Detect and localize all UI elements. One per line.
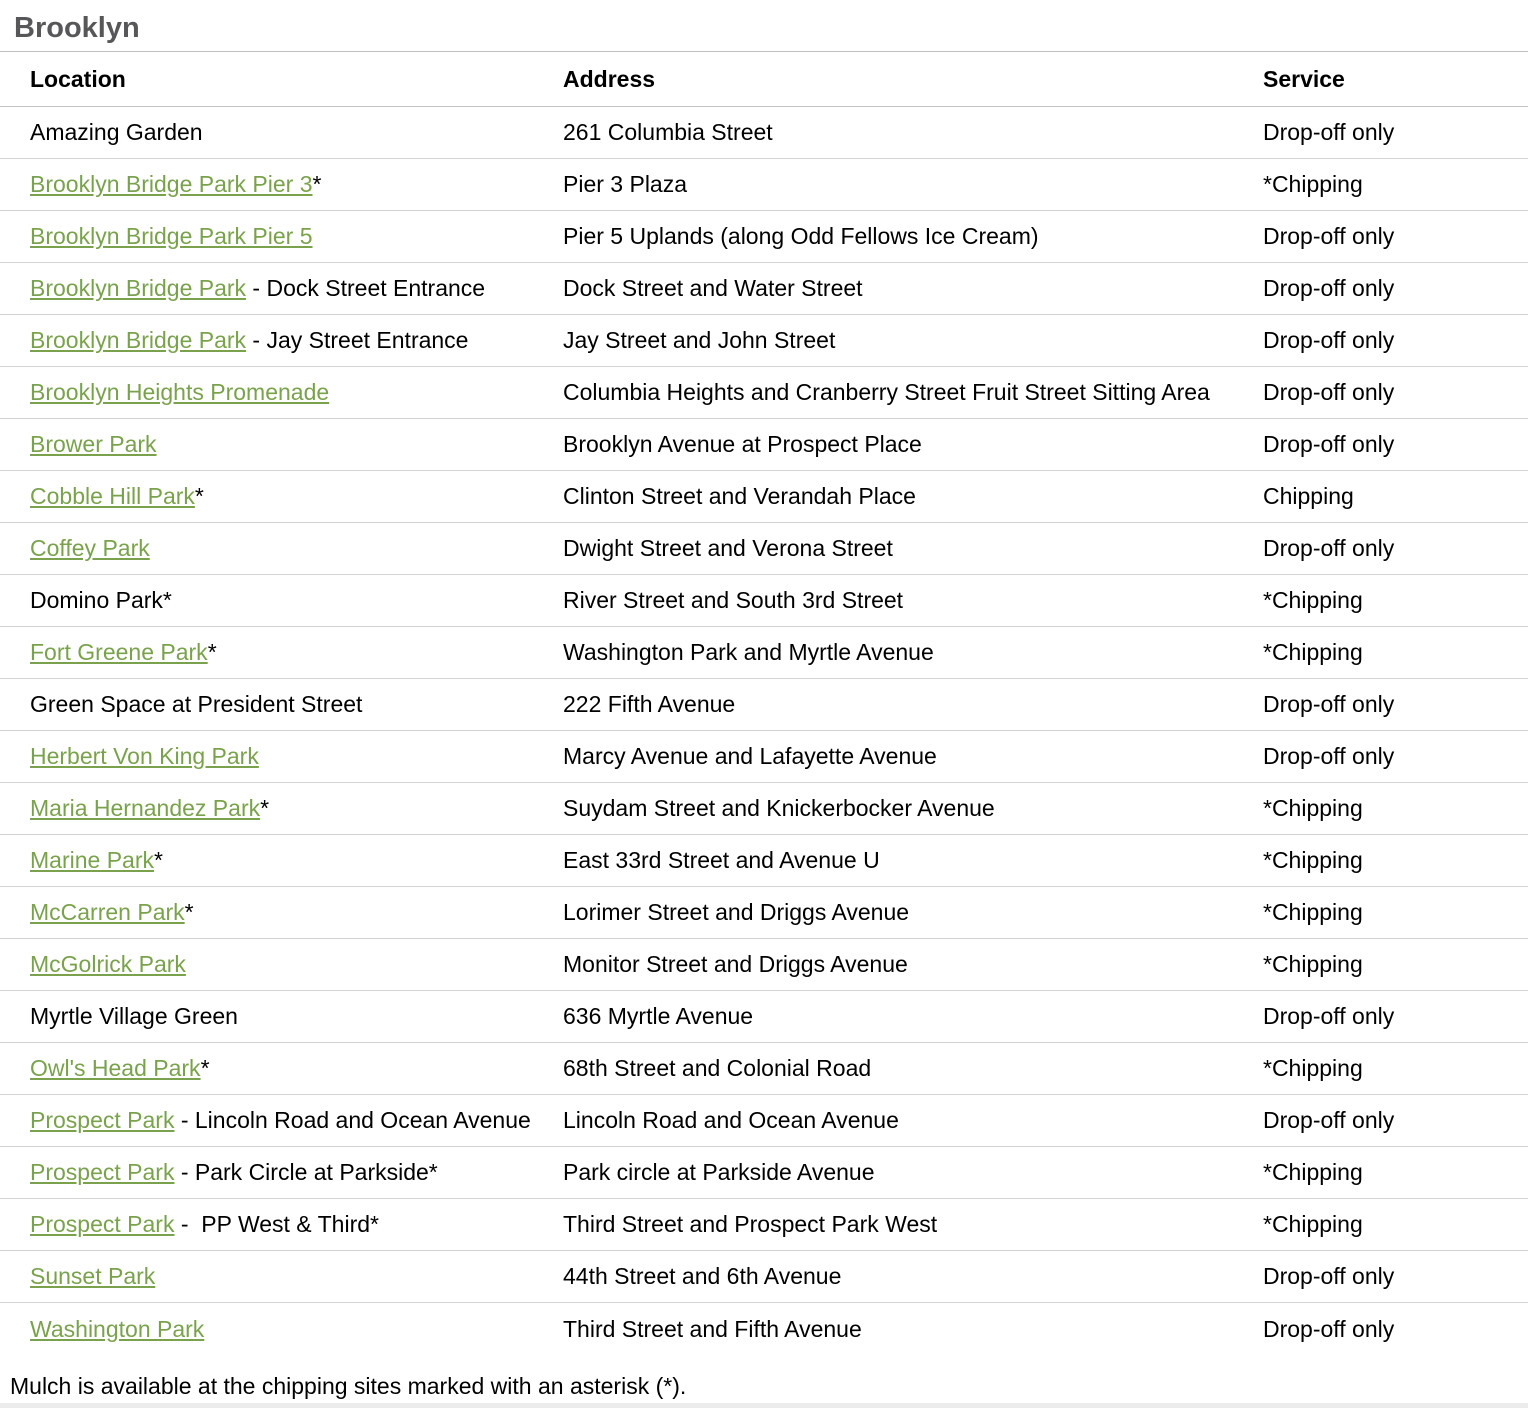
- location-cell: [0, 483, 563, 510]
- table-row: [0, 835, 1528, 887]
- service-cell: Drop-off only: [1263, 691, 1395, 717]
- location-cell: [0, 1263, 563, 1290]
- address-cell: 68th Street and Colonial Road: [563, 1055, 872, 1081]
- address-cell: Third Street and Fifth Avenue: [563, 1315, 862, 1342]
- location-suffix: Myrtle Village Green: [30, 1003, 238, 1029]
- table-row: [0, 575, 1528, 627]
- location-link[interactable]: Brooklyn Bridge Park: [30, 275, 247, 301]
- service-cell: Drop-off only: [1263, 275, 1395, 301]
- address-cell: Clinton Street and Verandah Place: [563, 483, 916, 509]
- location-cell: [0, 327, 563, 354]
- location-suffix: *: [194, 483, 204, 509]
- location-suffix: Green Space at President Street: [30, 691, 363, 717]
- service-cell: *Chipping: [1263, 1211, 1363, 1237]
- service-cell: Drop-off only: [1263, 119, 1395, 145]
- location-cell: [0, 223, 563, 250]
- table-row: [0, 419, 1528, 471]
- location-suffix: Amazing Garden: [30, 119, 203, 145]
- location-link[interactable]: Coffey Park: [30, 535, 150, 561]
- location-link[interactable]: Brooklyn Bridge Park Pier 5: [30, 223, 313, 249]
- location-cell: [0, 431, 563, 458]
- service-cell: Drop-off only: [1263, 327, 1395, 353]
- location-cell: [0, 119, 563, 146]
- table-row: [0, 991, 1528, 1043]
- location-cell: [0, 1316, 563, 1343]
- location-suffix: *: [207, 639, 217, 665]
- service-cell: *Chipping: [1263, 1159, 1363, 1185]
- location-cell: [0, 1159, 563, 1186]
- service-cell: Drop-off only: [1263, 431, 1395, 457]
- location-link[interactable]: Herbert Von King Park: [30, 743, 259, 769]
- address-cell: Pier 3 Plaza: [563, 171, 688, 197]
- location-suffix: - Dock Street Entrance: [246, 275, 486, 301]
- location-cell: [0, 743, 563, 770]
- table-row: [0, 159, 1528, 211]
- service-cell: *Chipping: [1263, 171, 1363, 197]
- address-cell: Dwight Street and Verona Street: [563, 535, 893, 561]
- table-header-row: [0, 52, 1528, 107]
- address-cell: Dock Street and Water Street: [563, 275, 863, 301]
- locations-table: [0, 107, 1528, 1355]
- address-cell: 44th Street and 6th Avenue: [563, 1263, 842, 1289]
- address-cell: Columbia Heights and Cranberry Street Fruit Street Sitting Area: [563, 379, 1210, 405]
- address-cell: East 33rd Street and Avenue U: [563, 847, 880, 873]
- location-cell: [0, 795, 563, 822]
- location-link[interactable]: Brooklyn Bridge Park Pier 3: [30, 171, 313, 197]
- table-row: [0, 1043, 1528, 1095]
- service-cell: Drop-off only: [1263, 223, 1395, 249]
- address-cell: Pier 5 Uplands (along Odd Fellows Ice Cream): [563, 223, 1039, 249]
- service-cell: Drop-off only: [1263, 743, 1395, 769]
- table-row: [0, 731, 1528, 783]
- location-cell: [0, 587, 563, 614]
- address-cell: 636 Myrtle Avenue: [563, 1003, 754, 1029]
- service-cell: Drop-off only: [1263, 1315, 1395, 1342]
- table-row: [0, 1147, 1528, 1199]
- location-suffix: - Lincoln Road and Ocean Avenue: [174, 1107, 531, 1133]
- location-link[interactable]: Prospect Park: [30, 1107, 175, 1133]
- table-row: [0, 1199, 1528, 1251]
- table-row: [0, 211, 1528, 263]
- location-cell: [0, 275, 563, 302]
- location-suffix: *: [153, 847, 163, 873]
- table-row: [0, 315, 1528, 367]
- service-cell: *Chipping: [1263, 899, 1363, 925]
- location-link[interactable]: Owl's Head Park: [30, 1055, 201, 1081]
- page-title: Brooklyn: [0, 0, 1528, 52]
- service-cell: *Chipping: [1263, 639, 1363, 665]
- location-cell: [0, 847, 563, 874]
- table-row: [0, 263, 1528, 315]
- table-row: [0, 1303, 1528, 1355]
- address-cell: Monitor Street and Driggs Avenue: [563, 951, 908, 977]
- location-suffix: - Jay Street Entrance: [246, 327, 469, 353]
- location-suffix: *: [200, 1055, 210, 1081]
- address-cell: Lorimer Street and Driggs Avenue: [563, 899, 910, 925]
- location-link[interactable]: Marine Park: [30, 847, 154, 873]
- location-cell: [0, 171, 563, 198]
- location-cell: [0, 379, 563, 406]
- location-suffix: *: [312, 171, 322, 197]
- table-row: [0, 471, 1528, 523]
- service-cell: *Chipping: [1263, 795, 1363, 821]
- address-cell: Park circle at Parkside Avenue: [563, 1159, 875, 1185]
- bottom-edge-strip: [0, 1403, 1528, 1408]
- location-link[interactable]: Washington Park: [30, 1315, 205, 1342]
- location-link[interactable]: Maria Hernandez Park: [30, 795, 261, 821]
- location-cell: [0, 1003, 563, 1030]
- service-cell: Drop-off only: [1263, 379, 1395, 405]
- table-row: [0, 679, 1528, 731]
- location-link[interactable]: Brooklyn Bridge Park: [30, 327, 247, 353]
- service-cell: *Chipping: [1263, 587, 1363, 613]
- location-link[interactable]: Sunset Park: [30, 1263, 156, 1289]
- location-cell: [0, 1055, 563, 1082]
- service-cell: *Chipping: [1263, 951, 1363, 977]
- location-link[interactable]: Prospect Park: [30, 1211, 175, 1237]
- table-row: [0, 367, 1528, 419]
- location-suffix: *: [260, 795, 270, 821]
- table-row: [0, 627, 1528, 679]
- address-cell: 261 Columbia Street: [563, 119, 773, 145]
- location-link[interactable]: McCarren Park: [30, 899, 185, 925]
- location-link[interactable]: Brower Park: [30, 431, 157, 457]
- table-row: [0, 1095, 1528, 1147]
- address-cell: Washington Park and Myrtle Avenue: [563, 639, 934, 665]
- location-cell: [0, 899, 563, 926]
- location-suffix: - Park Circle at Parkside*: [174, 1159, 438, 1185]
- address-cell: Lincoln Road and Ocean Avenue: [563, 1107, 899, 1133]
- location-link[interactable]: McGolrick Park: [30, 951, 186, 977]
- location-cell: [0, 1107, 563, 1134]
- location-cell: [0, 639, 563, 666]
- location-link[interactable]: Brooklyn Heights Promenade: [30, 379, 330, 405]
- service-cell: Drop-off only: [1263, 535, 1395, 561]
- table-row: [0, 783, 1528, 835]
- location-link[interactable]: Prospect Park: [30, 1159, 175, 1185]
- location-cell: [0, 691, 563, 718]
- location-suffix: Domino Park*: [30, 587, 172, 613]
- address-cell: Jay Street and John Street: [563, 327, 836, 353]
- address-cell: Brooklyn Avenue at Prospect Place: [563, 431, 922, 457]
- table-row: [0, 1251, 1528, 1303]
- address-cell: Marcy Avenue and Lafayette Avenue: [563, 743, 937, 769]
- location-link[interactable]: Cobble Hill Park: [30, 483, 195, 509]
- table-row: [0, 523, 1528, 575]
- location-cell: [0, 1211, 563, 1238]
- mulch-footnote: Mulch is available at the chipping sites marked with an asterisk (*).: [10, 1373, 687, 1399]
- service-cell: Drop-off only: [1263, 1263, 1395, 1289]
- location-link[interactable]: Fort Greene Park: [30, 639, 208, 665]
- address-cell: 222 Fifth Avenue: [563, 691, 736, 717]
- service-cell: Chipping: [1263, 483, 1354, 509]
- location-suffix: - PP West & Third*: [174, 1211, 379, 1237]
- address-cell: Third Street and Prospect Park West: [563, 1211, 938, 1237]
- table-row: [0, 939, 1528, 991]
- service-cell: *Chipping: [1263, 847, 1363, 873]
- service-cell: *Chipping: [1263, 1055, 1363, 1081]
- service-cell: Drop-off only: [1263, 1107, 1395, 1133]
- table-row: [0, 887, 1528, 939]
- column-header-location: Location: [30, 65, 126, 92]
- location-cell: [0, 535, 563, 562]
- address-cell: Suydam Street and Knickerbocker Avenue: [563, 795, 995, 821]
- table-row: [0, 107, 1528, 159]
- column-header-address: Address: [563, 65, 656, 92]
- location-cell: [0, 951, 563, 978]
- location-suffix: *: [184, 899, 194, 925]
- address-cell: River Street and South 3rd Street: [563, 587, 904, 613]
- column-header-service: Service: [1263, 65, 1345, 92]
- service-cell: Drop-off only: [1263, 1003, 1395, 1029]
